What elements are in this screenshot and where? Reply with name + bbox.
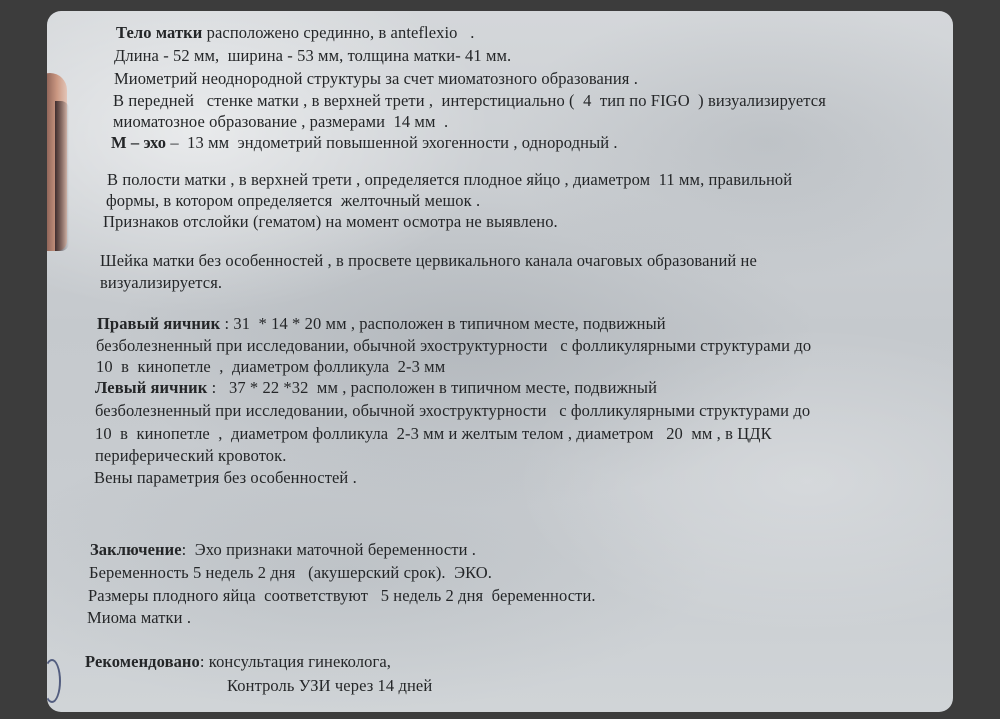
uterus-position-line xyxy=(116,23,474,43)
uterus-position-text: расположено срединно, в anteflexio . xyxy=(202,23,475,42)
recommendation-label: Рекомендовано xyxy=(85,652,200,671)
m-echo-line xyxy=(111,133,618,153)
recommendation-text: : консультация гинеколога, xyxy=(199,652,391,671)
myoma-diagnosis: Миома матки . xyxy=(87,608,192,627)
recommendation-line xyxy=(85,652,391,672)
uterus-dimensions: Длина - 52 мм, ширина - 53 мм, толщина матки- 41 мм. xyxy=(114,46,512,65)
m-echo-label: М – эхо xyxy=(111,133,167,152)
left-ovary-structure: безболезненный при исследовании, обычной эхоструктурности с фолликулярными структурами до xyxy=(95,401,811,420)
right-ovary-line xyxy=(97,314,666,334)
hematoma-line: Признаков отслойки (гематом) на момент осмотра не выявлено. xyxy=(103,212,558,231)
cervix-line: Шейка матки без особенностей , в просвете цервикального канала очаговых образований не xyxy=(100,251,757,270)
right-ovary-label: Правый яичник xyxy=(97,314,221,333)
right-ovary-follicles: 10 в кинопетле , диаметром фолликула 2-3 мм xyxy=(96,357,446,376)
conclusion-line xyxy=(90,540,476,560)
left-ovary-label: Левый яичник xyxy=(95,378,208,397)
left-ovary-follicles: 10 в кинопетле , диаметром фолликула 2-3 мм и желтым телом , диаметром 20 мм , в ЦДК xyxy=(95,424,772,443)
pregnancy-term: Беременность 5 недель 2 дня (акушерский срок). ЭКО. xyxy=(89,563,493,582)
cervix-line-2: визуализируется. xyxy=(100,273,223,292)
myoma-location: В передней стенке матки , в верхней трети , интерстициально ( 4 тип по FIGO ) визуализируется xyxy=(113,91,826,110)
m-echo-text: – 13 мм эндометрий повышенной эхогенности , однородный . xyxy=(166,133,618,152)
left-ovary-bloodflow: периферический кровоток. xyxy=(95,446,287,465)
gestational-sac-correspondence: Размеры плодного яйца соответствуют 5 недель 2 дня беременности. xyxy=(88,586,596,605)
ultrasound-report xyxy=(47,11,953,712)
conclusion-text: : Эхо признаки маточной беременности . xyxy=(181,540,476,559)
document-photo xyxy=(47,11,953,712)
followup-ultrasound: Контроль УЗИ через 14 дней xyxy=(227,676,433,695)
left-ovary-line xyxy=(95,378,657,398)
uterus-label: Тело матки xyxy=(116,23,203,42)
right-ovary-dimensions: : 31 * 14 * 20 мм , расположен в типичном месте, подвижный xyxy=(220,314,666,333)
yolk-sac-line: формы, в котором определяется желточный мешок . xyxy=(106,191,481,210)
left-ovary-dimensions: : 37 * 22 *32 мм , расположен в типичном месте, подвижный xyxy=(207,378,658,397)
gestational-sac-line: В полости матки , в верхней трети , определяется плодное яйцо , диаметром 11 мм, правильной xyxy=(107,170,793,189)
parametrium-veins: Вены параметрия без особенностей . xyxy=(94,468,357,487)
myometrium-structure: Миометрий неоднородной структуры за счет миоматозного образования . xyxy=(114,69,638,88)
myoma-size: миоматозное образование , размерами 14 мм . xyxy=(113,112,449,131)
right-ovary-structure: безболезненный при исследовании, обычной эхоструктурности с фолликулярными структурами до xyxy=(96,336,812,355)
conclusion-label: Заключение xyxy=(90,540,182,559)
